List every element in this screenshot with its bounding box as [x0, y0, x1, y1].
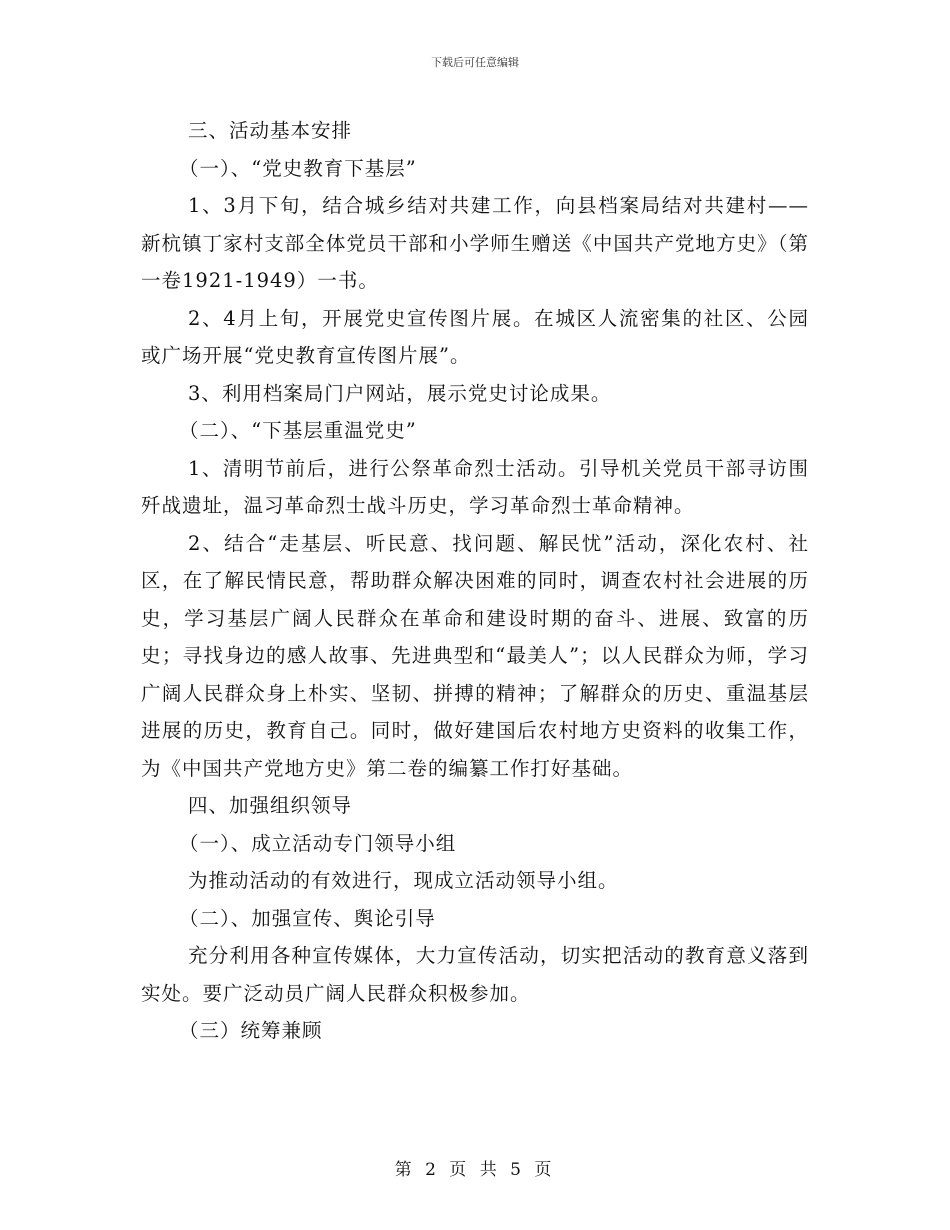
paragraph: 3、利用档案局门户网站，展示党史讨论成果。 — [188, 381, 612, 405]
section-heading-4: 四、加强组织领导 — [188, 794, 353, 817]
subsection-heading: （二）、加强宣传、舆论引导 — [179, 906, 436, 930]
paragraph: 2、结合“走基层、听民意、找问题、解民忧”活动，深化农村、社区，在了解民情民意，帮助群众解决困难的同时，调查农村社会进展的历史，学习基层广阔人民群众在革命和建设时期的奋斗、进展、致富的历史；寻找身边的感人故事、先进典型和“最美人”；以人民群众为师，学习广阔人民群众身上朴实、坚韧、拼搏的精神；了解群众的历史、重温基层进展的历史，教育自己。同时，做好建国后农村地方史资料的收集工作，为《中国共产党地方史》第二卷的编纂工作打好基础。 — [141, 531, 809, 780]
page-footer: 第 2 页 共 5 页 — [394, 1160, 556, 1180]
document-body — [141, 112, 809, 1050]
paragraph: 1、清明节前后，进行公祭革命烈士活动。引导机关党员干部寻访围歼战遗址，温习革命烈士战斗历史，学习革命烈士革命精神。 — [141, 456, 809, 517]
subsection-heading: （三）统筹兼顾 — [179, 1019, 323, 1042]
paragraph: 充分利用各种宣传媒体，大力宣传活动，切实把活动的教育意义落到实处。要广泛动员广阔人民群众积极参加。 — [141, 944, 809, 1005]
page-header: 下载后可任意编辑 — [431, 56, 519, 69]
subsection-heading: （一）、“党史教育下基层” — [179, 156, 417, 180]
paragraph: 1、3月下旬，结合城乡结对共建工作，向县档案局结对共建村——新杭镇丁家村支部全体党员干部和小学师生赠送《中国共产党地方史》（第一卷1921-1949）一书。 — [141, 194, 809, 292]
paragraph: 2、4月上旬，开展党史宣传图片展。在城区人流密集的社区、公园或广场开展“党史教育宣传图片展”。 — [141, 306, 809, 367]
subsection-heading: （二）、“下基层重温党史” — [179, 419, 417, 442]
subsection-heading: （一）、成立活动专门领导小组 — [179, 831, 457, 855]
section-heading-3: 三、活动基本安排 — [188, 119, 353, 142]
paragraph: 为推动活动的有效进行，现成立活动领导小组。 — [188, 869, 619, 892]
